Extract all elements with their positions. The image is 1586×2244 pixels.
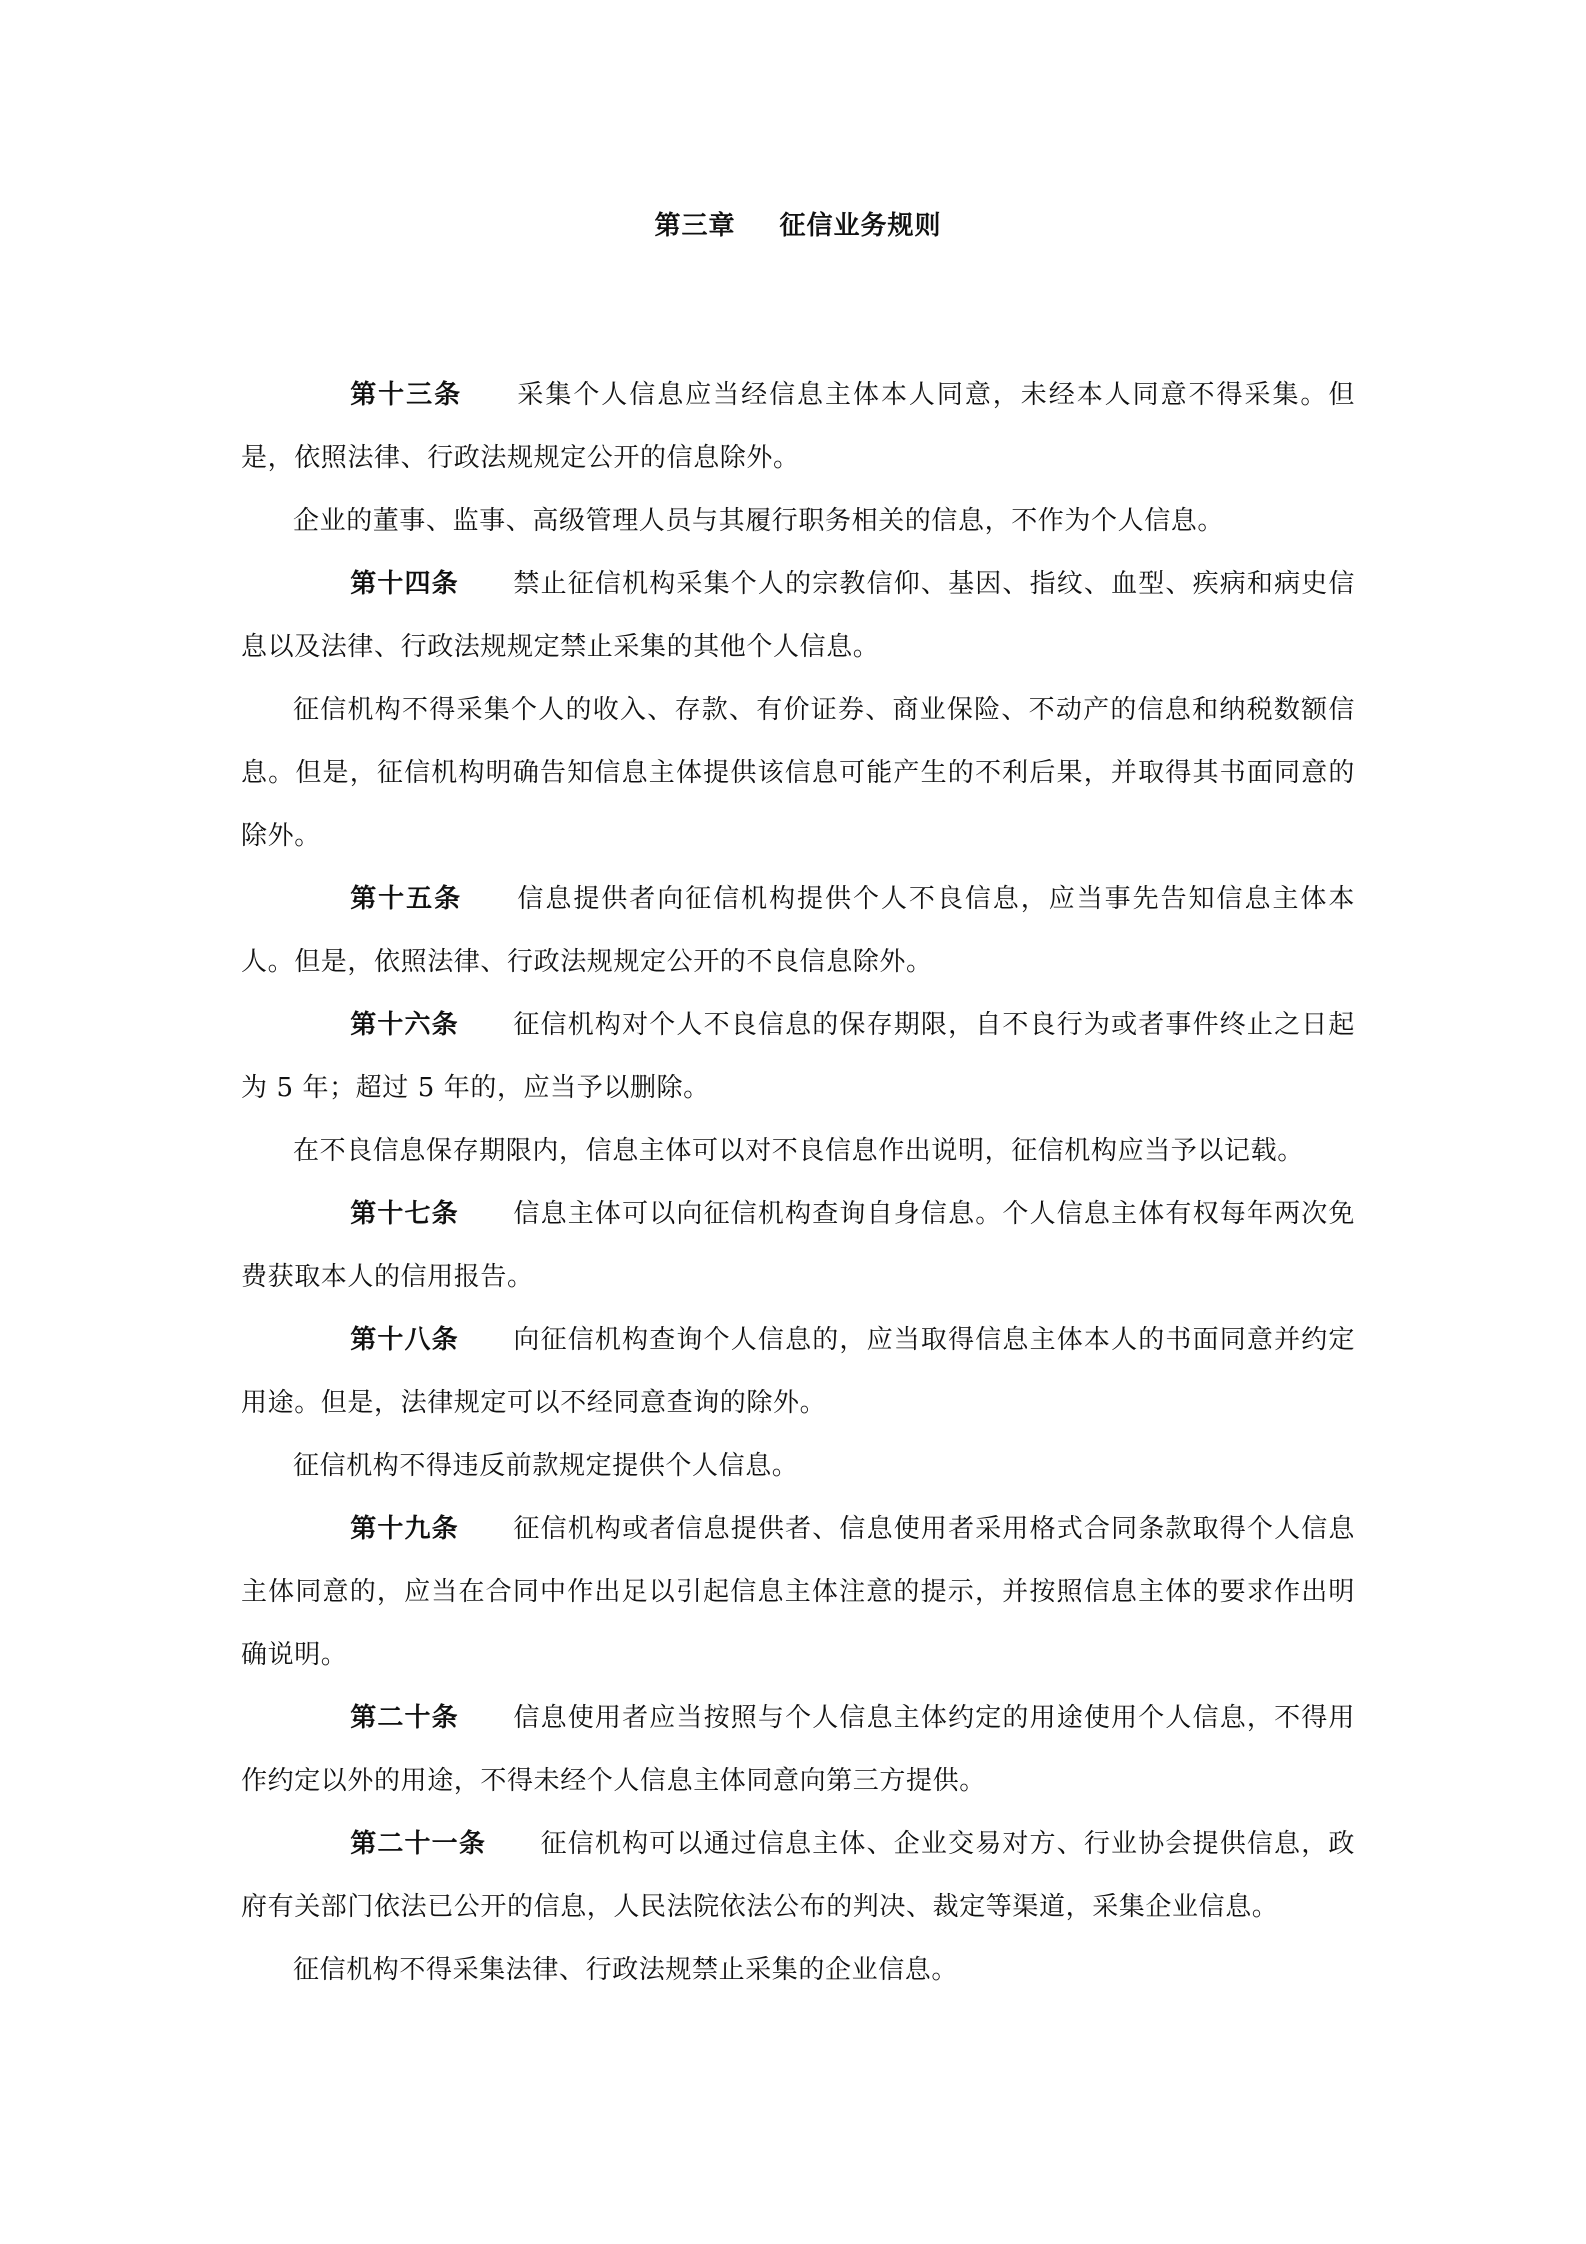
article-21: [241, 1813, 1355, 1939]
article-number: 第十七条: [350, 1199, 459, 1229]
article-text: 信息提供者向征信机构提供个人不良信息，应当事先告知信息主体本人。但是，依照法律、行政法规规定公开的不良信息除外。: [241, 884, 1355, 977]
paragraph: [241, 1939, 1355, 2002]
article-number: 第十八条: [350, 1325, 459, 1355]
article-number: 第十四条: [350, 569, 459, 599]
paragraph-text: 企业的董事、监事、高级管理人员与其履行职务相关的信息，不作为个人信息。: [293, 506, 1225, 536]
article-text: 采集个人信息应当经信息主体本人同意，未经本人同意不得采集。但是，依照法律、行政法规规定公开的信息除外。: [241, 380, 1355, 473]
article-19: [241, 1498, 1355, 1687]
chapter-number: 第三章: [654, 211, 736, 241]
paragraph-text: 征信机构不得采集法律、行政法规禁止采集的企业信息。: [293, 1955, 959, 1985]
article-number: 第十九条: [350, 1514, 459, 1544]
article-16: [241, 994, 1355, 1120]
article-number: 第十六条: [350, 1010, 459, 1040]
article-text: 信息使用者应当按照与个人信息主体约定的用途使用个人信息，不得用作约定以外的用途，不得未经个人信息主体同意向第三方提供。: [241, 1703, 1355, 1796]
article-20: [241, 1687, 1355, 1813]
article-text: 征信机构对个人不良信息的保存期限，自不良行为或者事件终止之日起为 5 年；超过 5 年的，应当予以删除。: [241, 1010, 1355, 1103]
article-text: 禁止征信机构采集个人的宗教信仰、基因、指纹、血型、疾病和病史信息以及法律、行政法规规定禁止采集的其他个人信息。: [241, 569, 1355, 662]
article-18: [241, 1309, 1355, 1435]
chapter-title: [241, 206, 1355, 246]
article-17: [241, 1183, 1355, 1309]
article-number: 第十三条: [350, 380, 463, 410]
article-15: [241, 868, 1355, 994]
paragraph-text: 征信机构不得采集个人的收入、存款、有价证券、商业保险、不动产的信息和纳税数额信息。但是，征信机构明确告知信息主体提供该信息可能产生的不利后果，并取得其书面同意的除外。: [241, 695, 1355, 851]
paragraph-text: 征信机构不得违反前款规定提供个人信息。: [293, 1451, 799, 1481]
paragraph-text: 在不良信息保存期限内，信息主体可以对不良信息作出说明，征信机构应当予以记载。: [293, 1136, 1304, 1166]
document-body: [241, 364, 1355, 2002]
article-13: [241, 364, 1355, 490]
chapter-name: 征信业务规则: [779, 211, 942, 241]
paragraph: [241, 490, 1355, 553]
paragraph: [241, 1435, 1355, 1498]
article-text: 征信机构可以通过信息主体、企业交易对方、行业协会提供信息，政府有关部门依法已公开的信息，人民法院依法公布的判决、裁定等渠道，采集企业信息。: [241, 1829, 1355, 1922]
article-text: 征信机构或者信息提供者、信息使用者采用格式合同条款取得个人信息主体同意的，应当在合同中作出足以引起信息主体注意的提示，并按照信息主体的要求作出明确说明。: [241, 1514, 1355, 1670]
article-number: 第二十一条: [350, 1829, 487, 1859]
article-14: [241, 553, 1355, 679]
paragraph: [241, 1120, 1355, 1183]
article-number: 第二十条: [350, 1703, 459, 1733]
article-number: 第十五条: [350, 884, 463, 914]
article-text: 向征信机构查询个人信息的，应当取得信息主体本人的书面同意并约定用途。但是，法律规定可以不经同意查询的除外。: [241, 1325, 1355, 1418]
article-text: 信息主体可以向征信机构查询自身信息。个人信息主体有权每年两次免费获取本人的信用报告。: [241, 1199, 1355, 1292]
paragraph: [241, 679, 1355, 868]
